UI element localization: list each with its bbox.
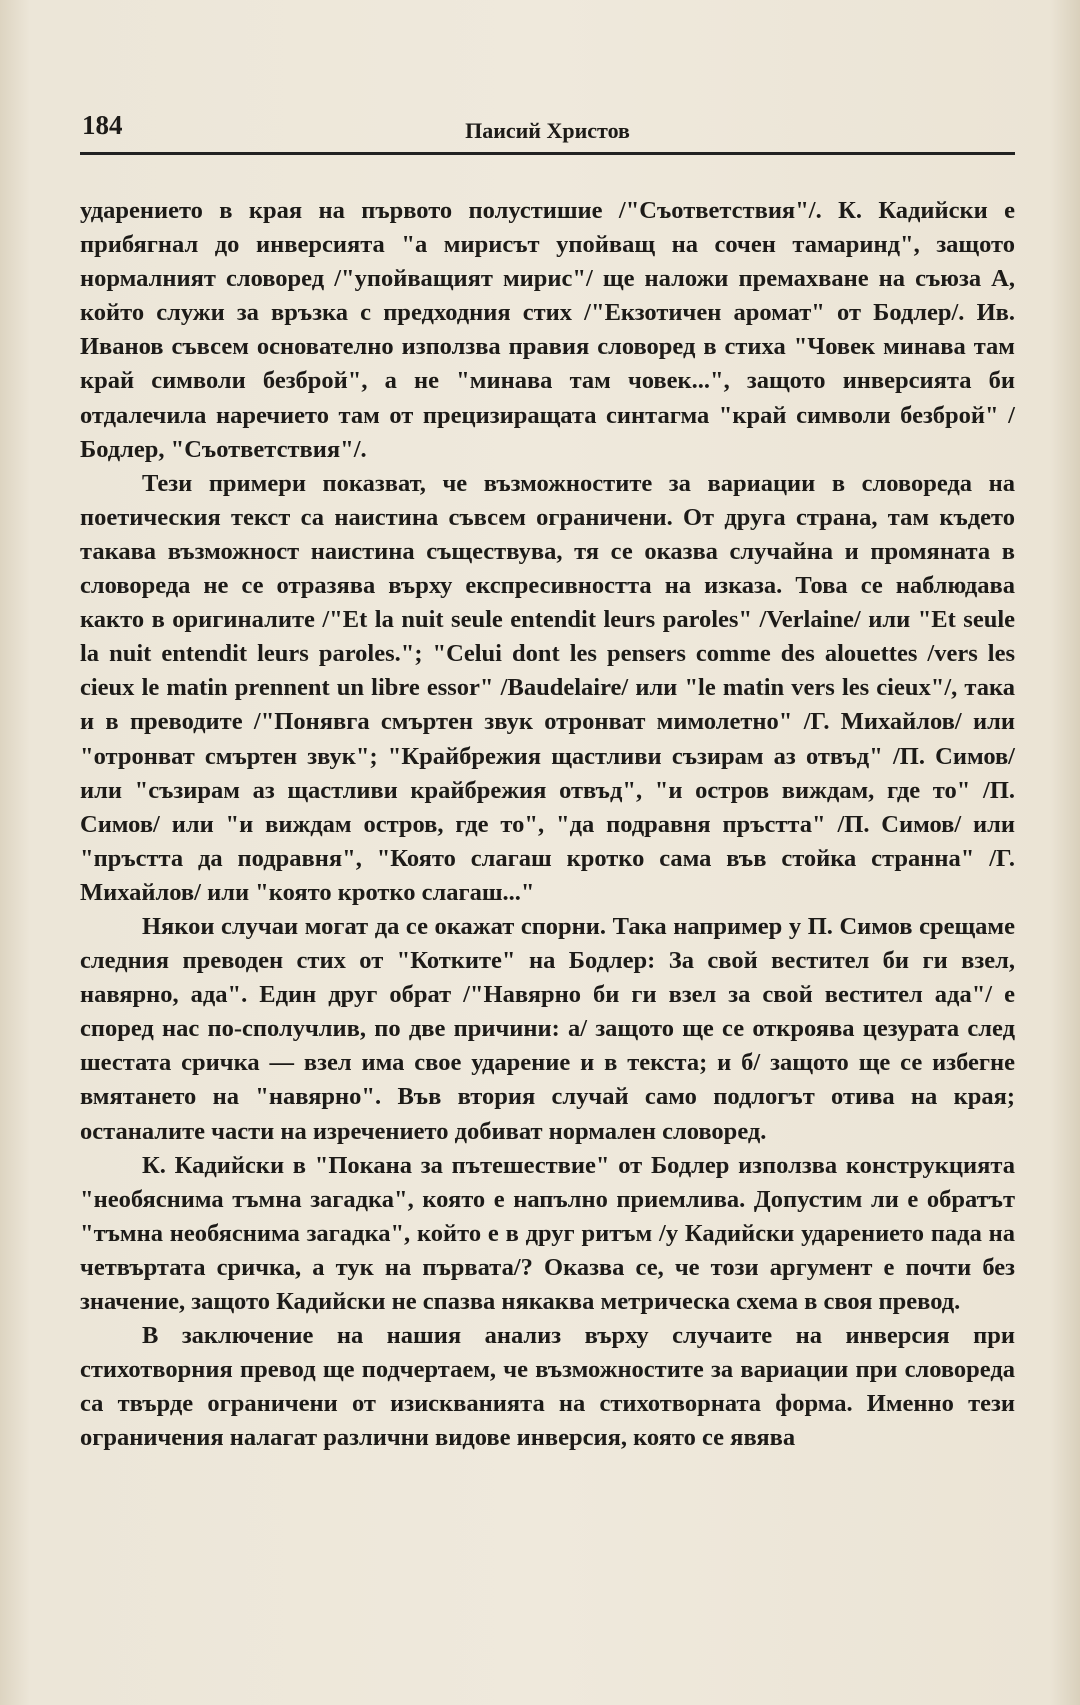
page-number: 184	[82, 110, 123, 140]
paragraph: К. Кадийски в "Покана за пътешествие" от Бодлер използва конструкцията "необяснима тъмна загадка", която е напълно приемлива. Допустим ли е обратът "тъмна необяснима загадка", който е в друг ритъм /у Кадийски ударението пада на четвъртата сричка, а тук на първата/? Оказва се, че този аргумент е почти без значение, защото Кадийски не спазва някаква метрическа схема в своя превод.	[80, 1151, 1015, 1315]
running-title: Паисий Христов	[465, 118, 630, 143]
paragraph: Някои случаи могат да се окажат спорни. Така например у П. Симов срещаме следния преводен стих от "Котките" на Бодлер: За свой вестител би ги взел, навярно, ада". Един друг обрат /"Навярно би ги взел за свой вестител ада"/ е според нас по-сполучлив, по две причини: а/ защото ще се откроява цезурата след шестата сричка — взел има свое ударение и в текста; и б/ защото ще се избегне вмятането на "навярно". Във втория случай само подлогът отива на края; останалите части на изречението добиват нормален словоред.	[80, 912, 1015, 1145]
paragraph: ударението в края на първото полустишие /"Съответствия"/. К. Кадийски е прибягнал до инверсията "а мирисът упойващ на сочен тамаринд", защото нормалният словоред /"упойващият мирис"/ ще наложи премахване на съюза А, който служи за връзка с предходния стих /"Екзотичен аромат" от Бодлер/. Ив. Иванов съвсем основателно използва правия словоред в стиха "Човек минава там край символи безброй", а не "минава там човек...", защото инверсията би отдалечила наречието там от прецизиращата синтагма "край символи безброй" /Бодлер, "Съответствия"/.	[80, 197, 1015, 463]
body-text	[80, 194, 1015, 1455]
header-rule	[80, 152, 1015, 155]
page-header	[80, 110, 1015, 154]
paragraph: В заключение на нашия анализ върху случаите на инверсия при стихотворния превод ще подчертаем, че възможностите за вариации при словореда са твърде ограничени от изискванията на стихотворната форма. Именно тези ограничения налагат различни видове инверсия, която се явява	[80, 1322, 1015, 1452]
paragraph: Тези примери показват, че възможностите за вариации в словореда на поетическия текст са наистина съвсем ограничени. От друга страна, там където такава възможност наистина съществува, тя се оказва случайна и промяната в словореда не се отразява върху експресивността на изказа. Това се наблюдава както в оригиналите /"Et la nuit seule entendit leurs paroles" /Verlaine/ или "Et seule la nuit entendit leurs paroles."; "Celui dont les pensers comme des alouettes /vers les cieux le matin prennent un libre essor" /Baudelaire/ или "le matin vers les cieux"/, така и в преводите /"Понявга смъртен звук отронват мимолетно" /Г. Михайлов/ или "отронват смъртен звук"; "Крайбрежия щастливи съзирам аз отвъд" /П. Симов/ или "съзирам аз щастливи крайбрежия отвъд", "и остров виждам, где то" /П. Симов/ или "и виждам остров, где то", "да подравня пръстта" /П. Симов/ или "пръстта да подравня", "Която слагаш кротко сама във стойка странна" /Г. Михайлов/ или "която кротко слагаш..."	[80, 469, 1015, 906]
